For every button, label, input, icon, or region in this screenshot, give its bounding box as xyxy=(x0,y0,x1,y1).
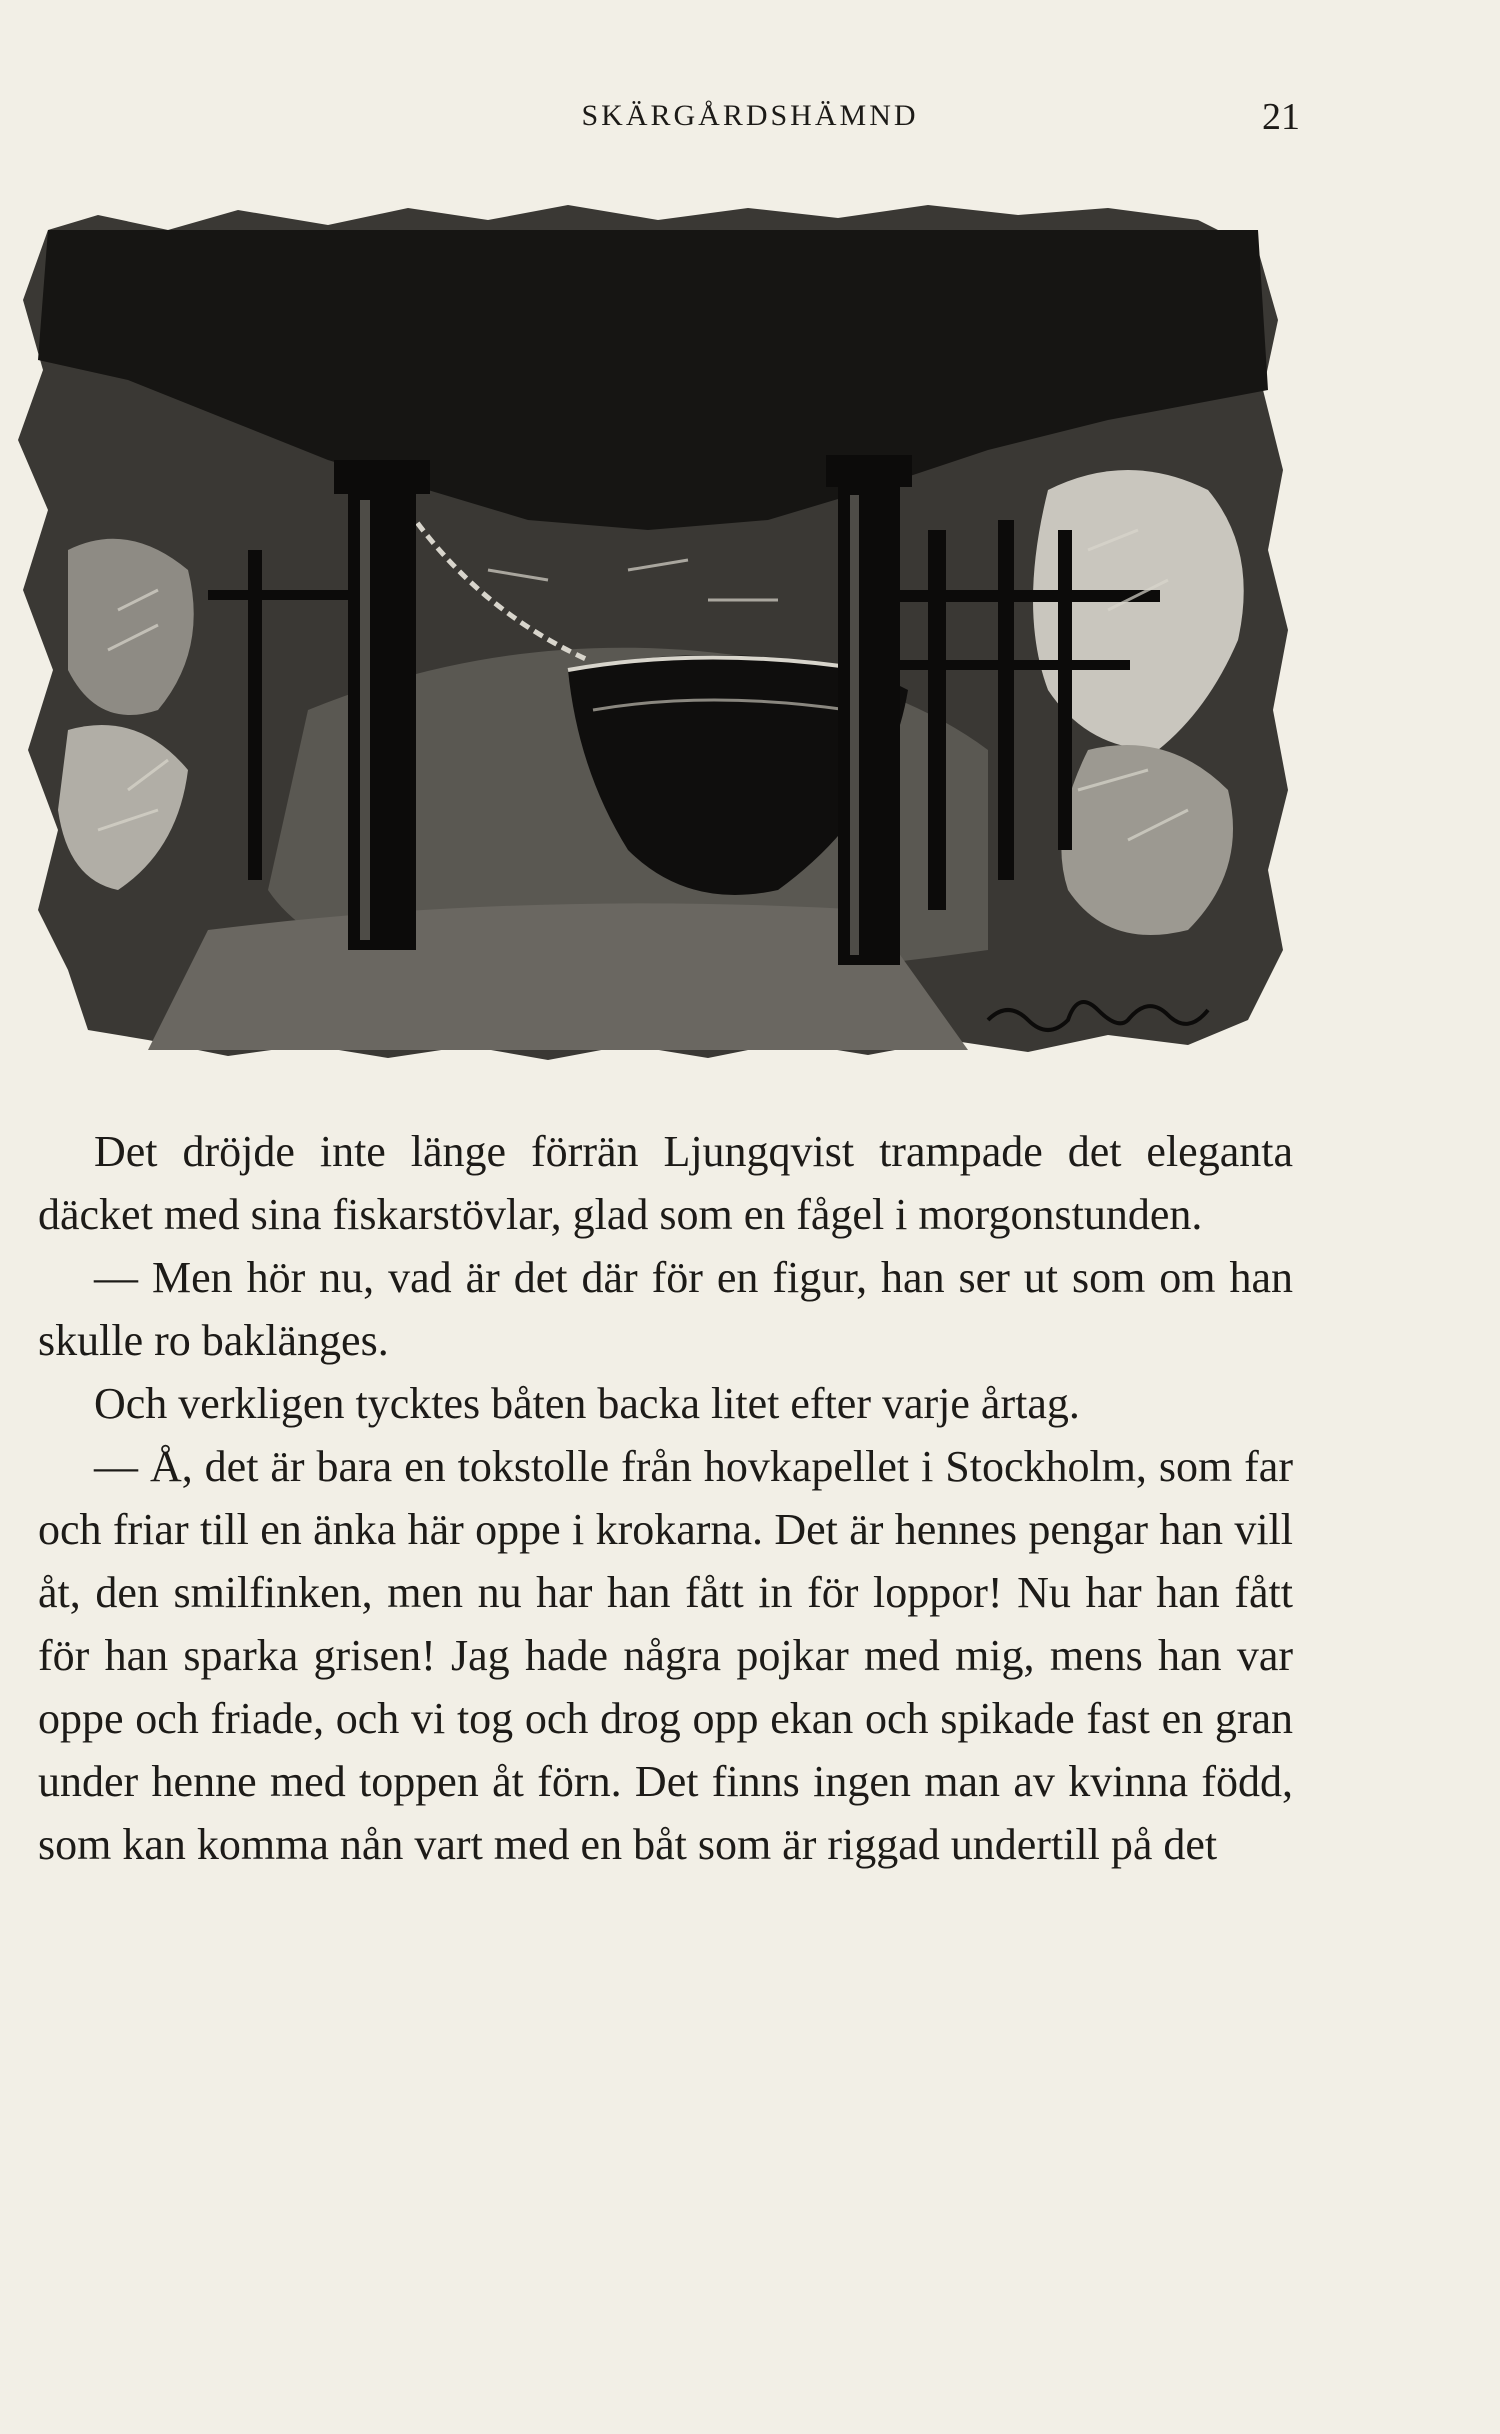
paragraph-3: Och verkligen tycktes båten backa litet efter varje årtag. xyxy=(94,1379,1080,1428)
paragraph-1: Det dröjde inte länge förrän Ljungqvist trampade det eleganta däcket med sina fiskarstövlar, glad som en fågel i morgonstunden. xyxy=(38,1127,1293,1239)
illustration xyxy=(8,190,1298,1070)
paragraph-2: — Men hör nu, vad är det där för en figur, han ser ut som om han skulle ro baklänges. xyxy=(38,1253,1293,1365)
dock-boat-ink-drawing xyxy=(8,190,1298,1070)
paragraph-4: — Å, det är bara en tokstolle från hovkapellet i Stockholm, som far och friar till en änka här oppe i krokarna. Det är hennes pengar han vill åt, den smilfinken, men nu har han fått in för loppor! Nu har han fått för han sparka grisen! Jag hade några pojkar med mig, mens han var oppe och friade, och vi tog och drog opp ekan och spikade fast en gran under henne med toppen åt förn. Det finns ingen man av kvinna född, som kan komma nån vart med en båt som är riggad undertill på det xyxy=(38,1442,1293,1869)
running-head xyxy=(0,95,1500,145)
page-number: 21 xyxy=(1262,96,1300,138)
running-title: SKÄRGÅRDSHÄMND xyxy=(581,99,919,132)
body-text xyxy=(38,1120,1293,1876)
